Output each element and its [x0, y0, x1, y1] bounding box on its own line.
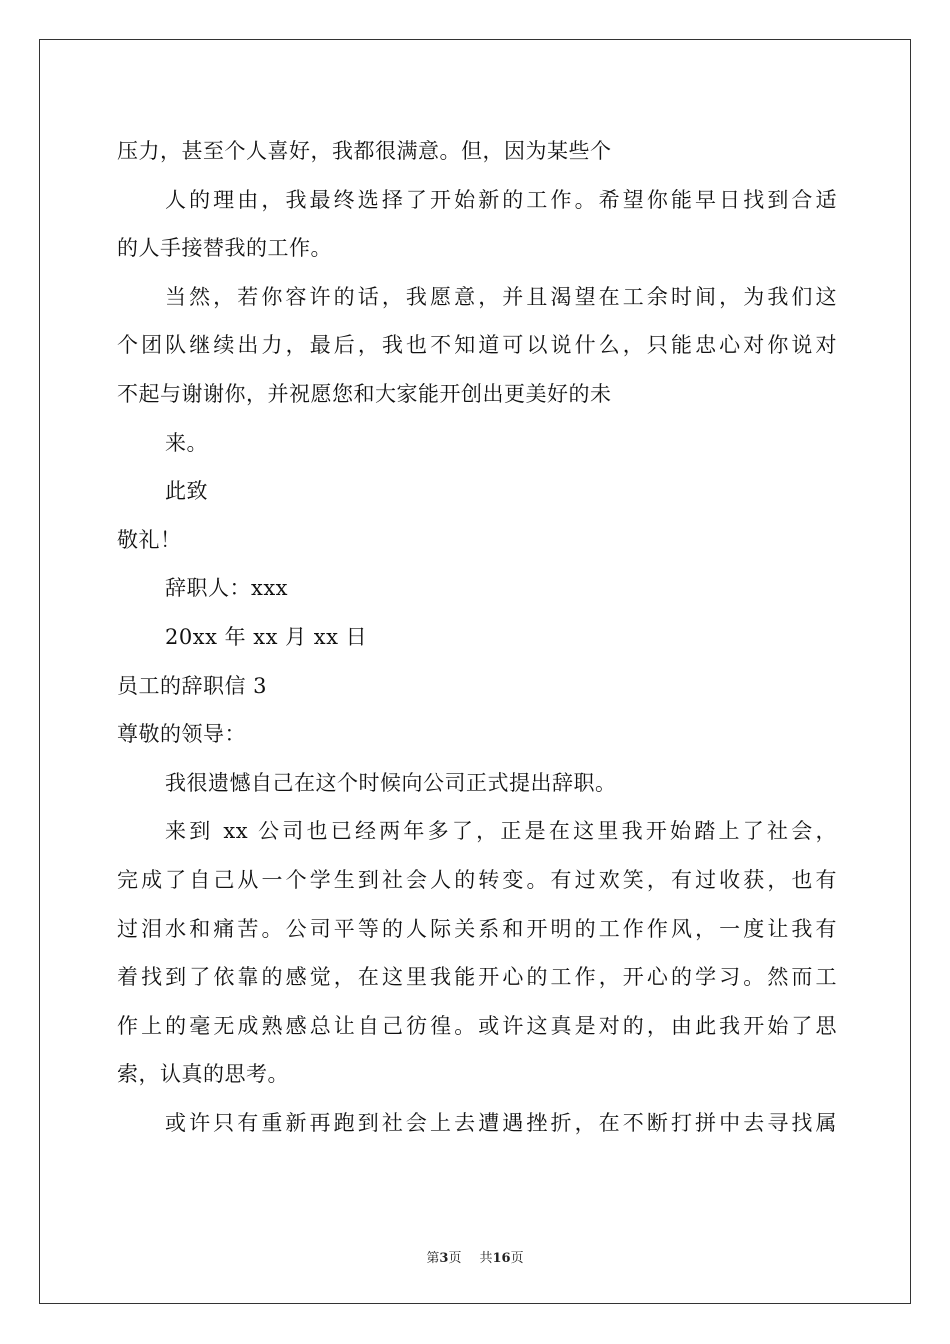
text-line: 过泪水和痛苦。公司平等的人际关系和开明的工作作风，一度让我有 [117, 916, 837, 941]
document-body [117, 127, 837, 1147]
text-line: 或许只有重新再跑到社会上去遭遇挫折，在不断打拼中去寻找属 [165, 1110, 837, 1135]
closing-salutation: 此致 [165, 479, 208, 504]
text-line: 作上的毫无成熟感总让自己彷徨。或许这真是对的，由此我开始了思 [117, 1013, 837, 1038]
page-prefix: 第 [426, 1251, 440, 1266]
closing-respect: 敬礼！ [117, 527, 182, 552]
text-line: 索，认真的思考。 [117, 1062, 289, 1087]
page-footer [0, 1247, 950, 1266]
section-title: 员工的辞职信 3 [117, 673, 268, 698]
text-line: 着找到了依靠的感觉，在这里我能开心的工作，开心的学习。然而工 [117, 965, 837, 990]
signature-line: 辞职人：xxx [165, 576, 289, 601]
text-line: 完成了自己从一个学生到社会人的转变。有过欢笑，有过收获，也有 [117, 867, 837, 892]
page-number: 3 [439, 1251, 449, 1266]
page-suffix: 页 [448, 1251, 462, 1266]
total-pages: 16 [492, 1251, 511, 1266]
text-line: 不起与谢谢你，并祝愿您和大家能开创出更美好的未 [117, 381, 612, 406]
date-line: 20xx 年 xx 月 xx 日 [165, 624, 368, 649]
text-line: 当然，若你容许的话，我愿意，并且渴望在工余时间，为我们这 [165, 284, 837, 309]
text-line: 个团队继续出力，最后，我也不知道可以说什么，只能忠心对你说对 [117, 333, 837, 358]
total-prefix: 共 [479, 1251, 493, 1266]
total-suffix: 页 [510, 1251, 524, 1266]
text-line: 来到 xx 公司也已经两年多了，正是在这里我开始踏上了社会， [165, 819, 837, 844]
text-line: 的人手接替我的工作。 [117, 236, 332, 261]
greeting-line: 尊敬的领导： [117, 722, 246, 747]
text-line: 来。 [165, 430, 208, 455]
text-line: 压力，甚至个人喜好，我都很满意。但，因为某些个 [117, 139, 612, 163]
text-line: 人的理由，我最终选择了开始新的工作。希望你能早日找到合适 [165, 187, 837, 212]
text-line: 我很遗憾自己在这个时候向公司正式提出辞职。 [165, 770, 617, 795]
